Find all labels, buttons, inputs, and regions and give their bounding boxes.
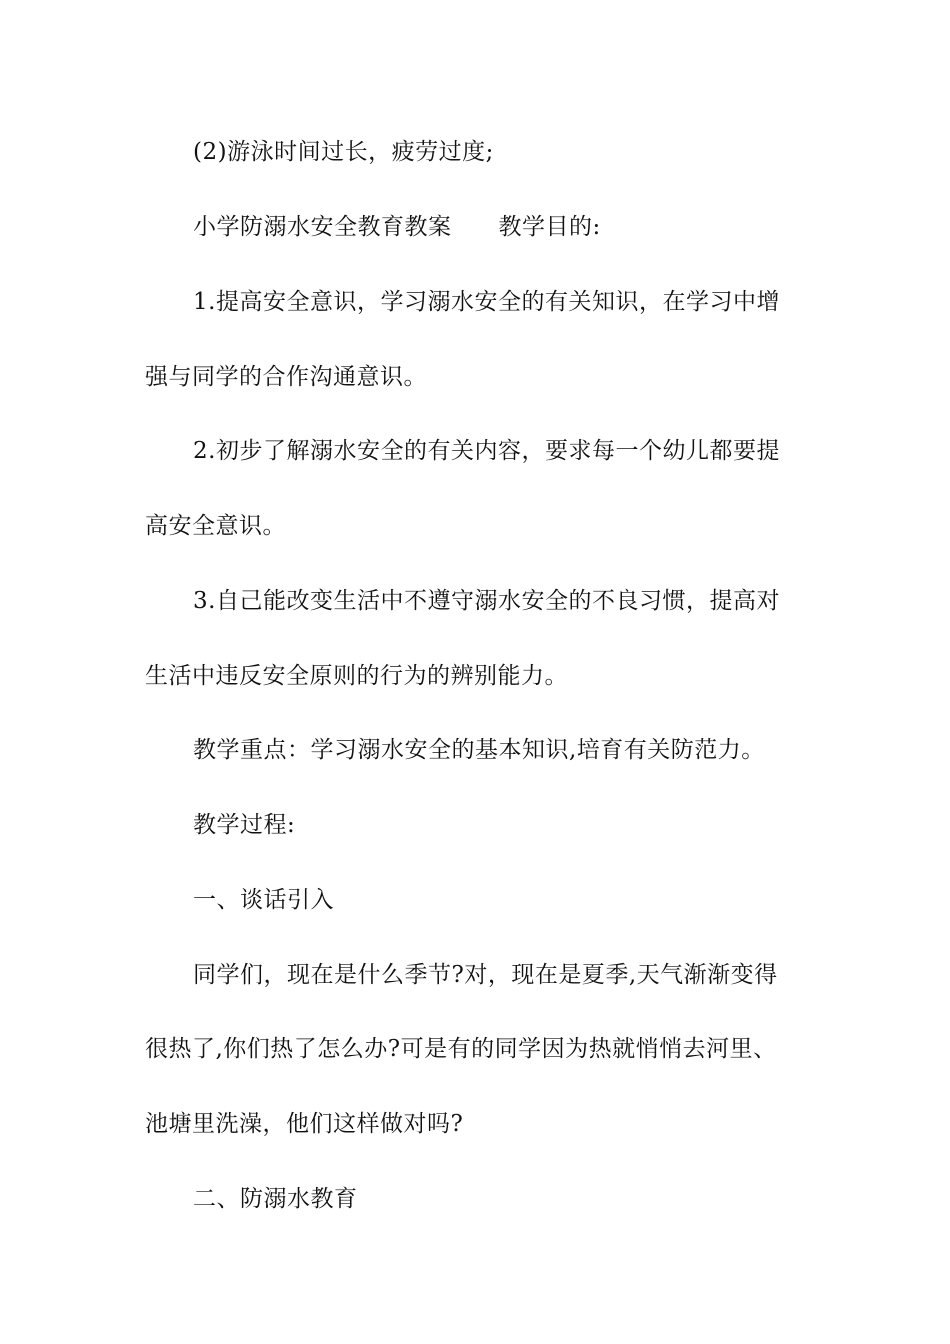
paragraph-line: 3.自己能改变生活中不遵守溺水安全的不良习惯，提高对: [193, 588, 780, 614]
paragraph-line: 教学重点：学习溺水安全的基本知识,培育有关防范力。: [193, 737, 765, 763]
paragraph-line: (2)游泳时间过长，疲劳过度;: [193, 139, 494, 165]
paragraph-line: 生活中违反安全原则的行为的辨别能力。: [145, 663, 568, 689]
paragraph-line: 2.初步了解溺水安全的有关内容，要求每一个幼儿都要提: [193, 438, 780, 464]
paragraph-line: 强与同学的合作沟通意识。: [145, 364, 427, 390]
section-heading: 一、谈话引入: [193, 887, 334, 913]
paragraph-line: 同学们，现在是什么季节?对，现在是夏季,天气渐渐变得: [193, 962, 778, 988]
section-heading: 二、防溺水教育: [193, 1186, 358, 1212]
paragraph-line: 教学过程:: [193, 812, 296, 838]
paragraph-line: 池塘里洗澡，他们这样做对吗?: [145, 1111, 464, 1137]
paragraph-line: 1.提高安全意识，学习溺水安全的有关知识，在学习中增: [193, 289, 780, 315]
paragraph-line: 很热了,你们热了怎么办?可是有的同学因为热就悄悄去河里、: [145, 1036, 777, 1062]
paragraph-line: 高安全意识。: [145, 513, 286, 539]
paragraph-line: 小学防溺水安全教育教案 教学目的:: [193, 214, 601, 240]
